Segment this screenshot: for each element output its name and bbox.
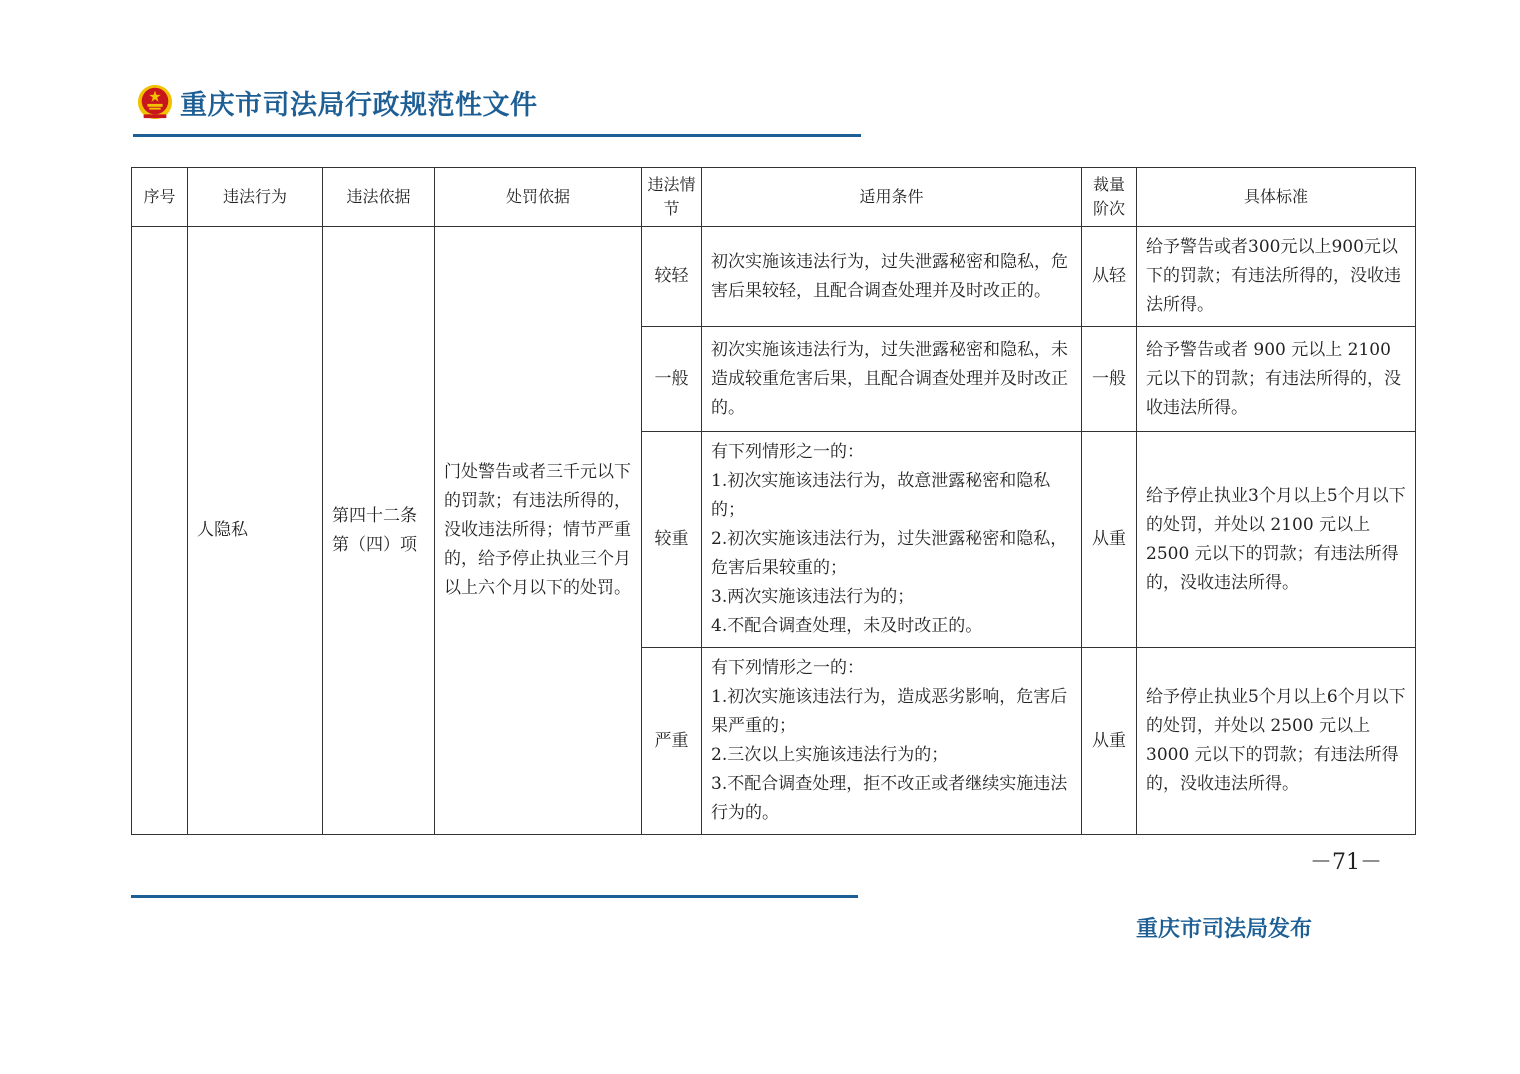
header-rule — [133, 134, 861, 137]
penalty-standards-table — [131, 167, 1416, 835]
condition-line: 2.初次实施该违法行为，过失泄露秘密和隐私，危害后果较重的； — [711, 529, 1068, 578]
col-header-penalty-basis: 处罚依据 — [435, 168, 642, 227]
item-behavior: 人隐私 — [188, 227, 323, 835]
page-number: －71－ — [1310, 850, 1382, 875]
document-header — [136, 80, 538, 124]
condition-line: 3.两次实施该违法行为的； — [711, 587, 915, 607]
row-standard: 给予警告或者 900 元以上 2100 元以下的罚款；有违法所得的，没收违法所得。 — [1137, 327, 1416, 432]
row-circumstance: 严重 — [642, 648, 702, 835]
condition-line: 1.初次实施该违法行为，故意泄露秘密和隐私的； — [711, 471, 1051, 520]
row-circumstance: 一般 — [642, 327, 702, 432]
table-header-row — [132, 168, 1416, 227]
publisher-label: 重庆市司法局发布 — [1136, 917, 1313, 942]
row-circumstance: 较重 — [642, 432, 702, 648]
row-standard: 给予停止执业3个月以上5个月以下的处罚，并处以 2100 元以上 2500 元以下的罚款；有违法所得的，没收违法所得。 — [1137, 432, 1416, 648]
col-header-circumstance: 违法情节 — [642, 168, 702, 227]
condition-line: 有下列情形之一的： — [711, 442, 864, 462]
col-header-conditions: 适用条件 — [702, 168, 1082, 227]
col-header-legal-basis: 违法依据 — [323, 168, 435, 227]
national-emblem-icon — [136, 83, 174, 121]
row-level: 一般 — [1082, 327, 1137, 432]
col-header-number: 序号 — [132, 168, 188, 227]
row-level: 从轻 — [1082, 227, 1137, 327]
condition-line: 1.初次实施该违法行为，造成恶劣影响，危害后果严重的； — [711, 687, 1068, 736]
condition-line: 2.三次以上实施该违法行为的； — [711, 745, 949, 765]
row-standard: 给予停止执业5个月以上6个月以下的处罚，并处以 2500 元以上 3000 元以下的罚款；有违法所得的，没收违法所得。 — [1137, 648, 1416, 835]
item-legal-basis: 第四十二条第（四）项 — [323, 227, 435, 835]
condition-line: 有下列情形之一的： — [711, 658, 864, 678]
row-conditions — [702, 227, 1082, 327]
item-number — [132, 227, 188, 835]
header-title: 重庆市司法局行政规范性文件 — [180, 89, 538, 121]
condition-line: 初次实施该违法行为，过失泄露秘密和隐私，危害后果较轻，且配合调查处理并及时改正的。 — [711, 251, 1068, 301]
condition-line: 3.不配合调查处理，拒不改正或者继续实施违法行为的。 — [711, 774, 1068, 823]
footer-rule — [131, 895, 858, 898]
row-conditions — [702, 648, 1082, 835]
col-header-behavior: 违法行为 — [188, 168, 323, 227]
col-header-standard: 具体标准 — [1137, 168, 1416, 227]
row-level: 从重 — [1082, 432, 1137, 648]
row-conditions — [702, 327, 1082, 432]
row-standard: 给予警告或者300元以上900元以下的罚款；有违法所得的，没收违法所得。 — [1137, 227, 1416, 327]
row-level: 从重 — [1082, 648, 1137, 835]
row-conditions — [702, 432, 1082, 648]
condition-line: 4.不配合调查处理，未及时改正的。 — [711, 616, 983, 636]
col-header-level: 裁量阶次 — [1082, 168, 1137, 227]
item-penalty-basis: 门处警告或者三千元以下的罚款；有违法所得的，没收违法所得；情节严重的，给予停止执业三个月以上六个月以下的处罚。 — [435, 227, 642, 835]
table-row — [132, 227, 1416, 327]
row-circumstance: 较轻 — [642, 227, 702, 327]
condition-line: 初次实施该违法行为，过失泄露秘密和隐私，未造成较重危害后果，且配合调查处理并及时改正的。 — [711, 339, 1068, 418]
